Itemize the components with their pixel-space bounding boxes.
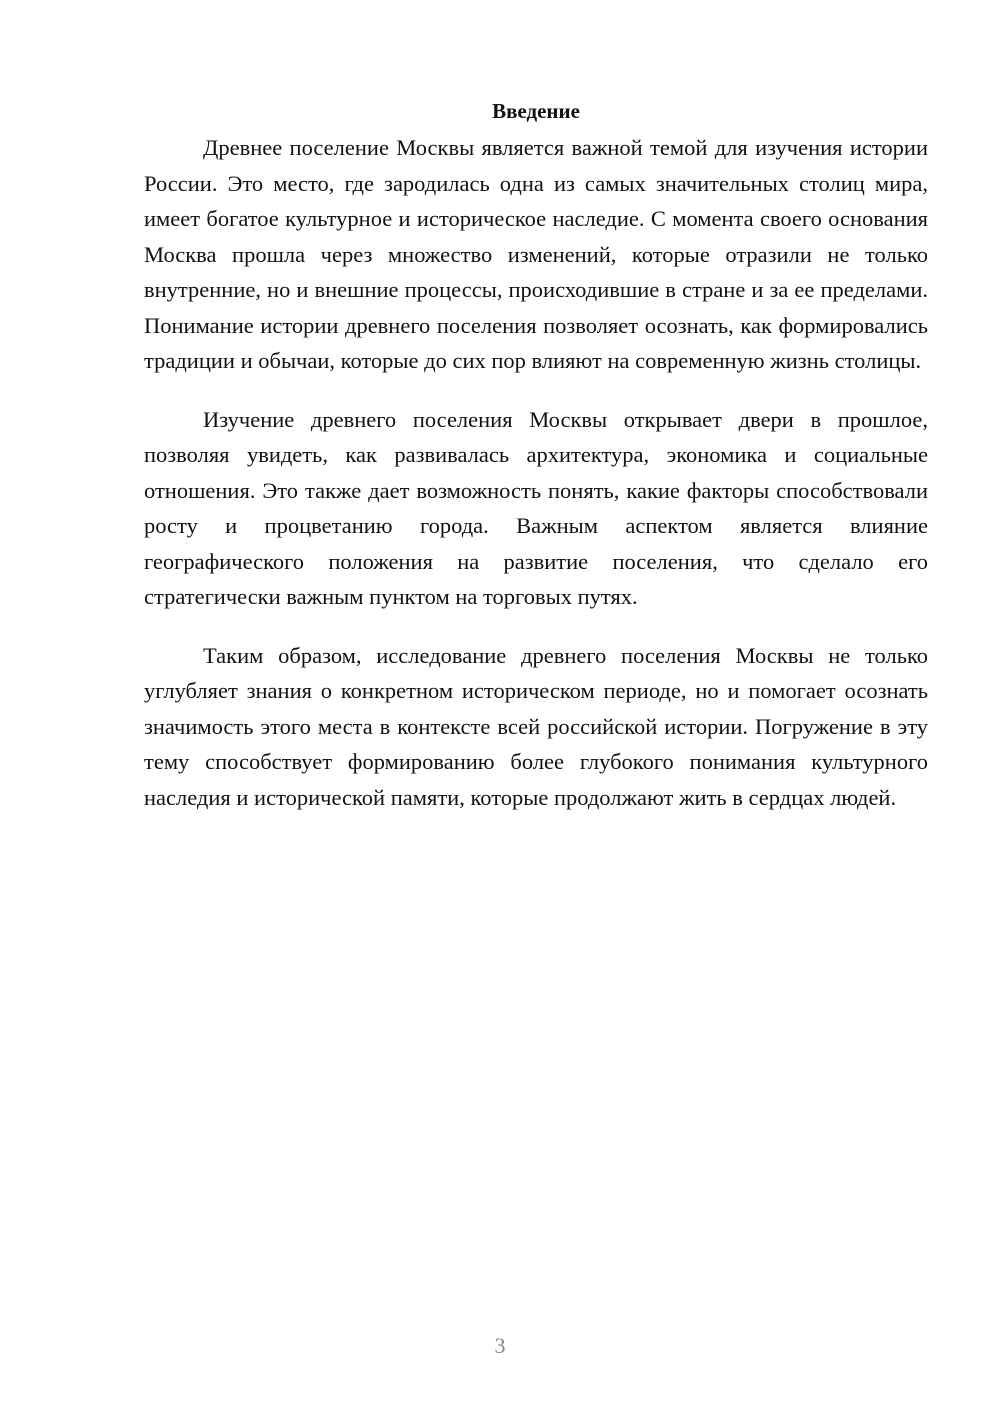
paragraph-1: Древнее поселение Москвы является важной темой для изучения истории России. Это место, где зародилась одна из самых значительных столиц мира, имеет богатое культурное и историческое наследие. С момента своего основания Москва прошла через множество изменений, которые отразили не только внутренние, но и внешние процессы, происходившие в стране и за ее пределами. Понимание истории древнего поселения позволяет осознать, как формировались традиции и обычаи, которые до сих пор влияют на современную жизнь столицы. bbox=[144, 135, 928, 373]
paragraph-2: Изучение древнего поселения Москвы открывает двери в прошлое, позволяя увидеть, как развивалась архитектура, экономика и социальные отношения. Это также дает возможность понять, какие факторы способствовали росту и процветанию города. Важным аспектом является влияние географического положения на развитие поселения, что сделало его стратегически важным пунктом на торговых путях. bbox=[144, 406, 928, 609]
page-content bbox=[144, 96, 928, 838]
section-heading: Введение bbox=[492, 99, 580, 123]
page-number: 3 bbox=[494, 1333, 506, 1358]
paragraph-3: Таким образом, исследование древнего поселения Москвы не только углубляет знания о конкретном историческом периоде, но и помогает осознать значимость этого места в контексте всей российской истории. Погружение в эту тему способствует формированию более глубокого понимания культурного наследия и исторической памяти, которые продолжают жить в сердцах людей. bbox=[144, 642, 928, 810]
